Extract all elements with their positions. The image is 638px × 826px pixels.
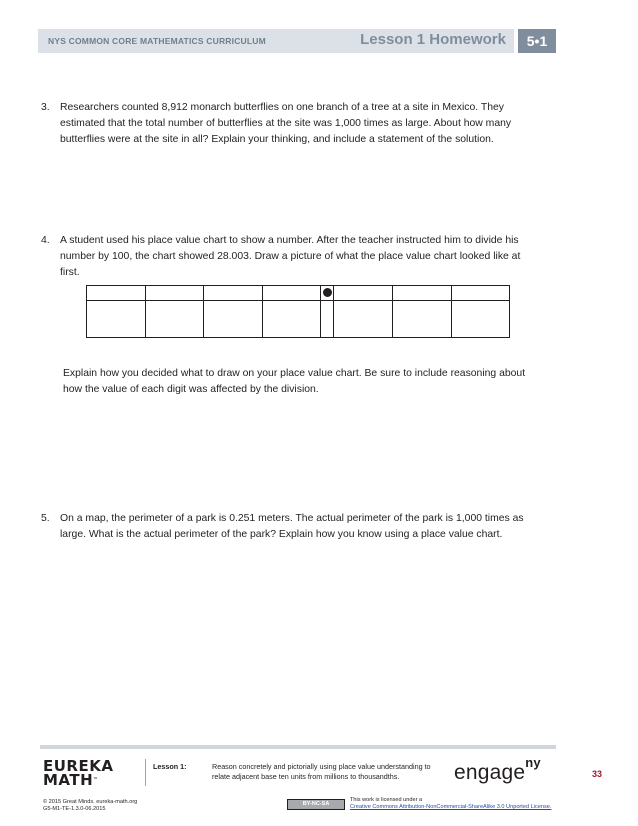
question-text-line: On a map, the perimeter of a park is 0.251 meters. The actual perimeter of the park is 1,000 times as <box>60 513 524 524</box>
lesson-title: Lesson 1 Homework <box>360 31 506 48</box>
logo-word: MATH <box>43 771 94 789</box>
chart-header-row <box>87 286 509 301</box>
eureka-math-logo <box>43 759 113 787</box>
question-number: 4. <box>41 235 50 246</box>
page-number: 33 <box>592 769 603 779</box>
question-number: 5. <box>41 513 50 524</box>
decimal-column-divider <box>320 286 321 337</box>
footer-divider <box>145 759 146 786</box>
question-number: 3. <box>41 102 50 113</box>
question-text-line: Explain how you decided what to draw on your place value chart. Be sure to include reasoning about <box>63 368 526 379</box>
logo-superscript: ny <box>525 755 541 770</box>
logo-word: engage <box>454 761 526 784</box>
copyright-line: G5-M1-TE-1.3.0-06.2015 <box>43 806 106 812</box>
place-value-chart <box>86 285 510 338</box>
question-text-line: A student used his place value chart to show a number. After the teacher instructed him to divide his <box>60 235 519 246</box>
copyright-notice <box>43 799 137 813</box>
footer-lesson-label: Lesson 1: <box>153 762 187 771</box>
curriculum-label: NYS COMMON CORE MATHEMATICS CURRICULUM <box>48 36 266 46</box>
footer-lesson-description <box>212 762 452 782</box>
description-line: relate adjacent base ten units from millions to thousandths. <box>212 772 400 781</box>
trademark: ™ <box>93 777 99 783</box>
question-text-line: number by 100, the chart showed 28.003. Draw a picture of what the place value chart looked like at <box>60 251 521 262</box>
logo-line: EUREKA <box>43 757 114 775</box>
chart-column-divider <box>392 286 393 337</box>
logo-line <box>43 773 113 787</box>
question-text-line: first. <box>60 267 80 278</box>
chart-column-divider <box>262 286 263 337</box>
chart-column-divider <box>451 286 452 337</box>
question-text-line: butterflies were at the site in all? Explain your thinking, and include a statement of the solution. <box>60 134 494 145</box>
description-line: Reason concretely and pictorially using place value understanding to <box>212 762 431 771</box>
question-text-line: how the value of each digit was affected by the division. <box>63 384 319 395</box>
copyright-line: © 2015 Great Minds. eureka-math.org <box>43 799 138 805</box>
page-header <box>38 29 556 53</box>
cc-badge-text: BY-NC-SA <box>302 801 330 807</box>
question-text-line: large. What is the actual perimeter of the park? Explain how you know using a place value chart. <box>60 529 503 540</box>
decimal-column-divider <box>333 286 334 337</box>
license-notice <box>350 797 551 811</box>
question-text-line: estimated that the total number of butterflies at the site was 1,000 times as large. About how many <box>60 118 512 129</box>
footer-rule <box>40 745 556 749</box>
creative-commons-badge <box>287 799 345 810</box>
license-line: This work is licensed under a <box>350 797 423 803</box>
decimal-point-dot <box>323 288 332 297</box>
engageny-logo <box>454 755 541 785</box>
chart-column-divider <box>145 286 146 337</box>
grade-module-badge: 5•1 <box>518 29 556 53</box>
license-link[interactable]: Creative Commons Attribution-NonCommercial-ShareAlike 3.0 Unported License. <box>350 804 552 810</box>
chart-column-divider <box>203 286 204 337</box>
question-text-line: Researchers counted 8,912 monarch butterflies on one branch of a tree at a site in Mexico. They <box>60 102 504 113</box>
